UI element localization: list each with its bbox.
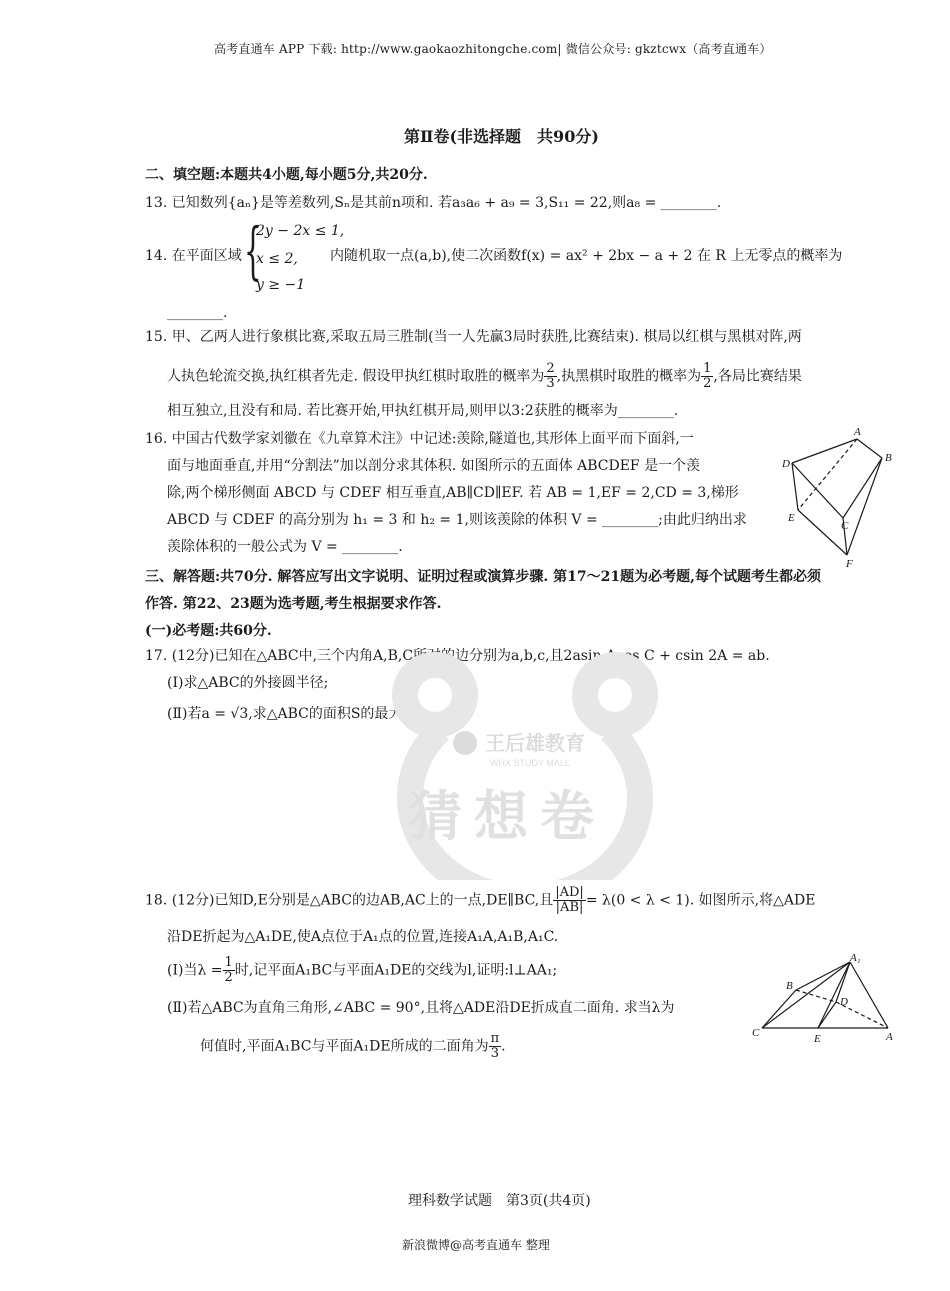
- q18-stem-b: = λ(0 < λ < 1). 如图所示,将△ADE: [585, 892, 816, 909]
- watermark-brand-en: WHX STUDY MALL: [490, 758, 570, 768]
- question-16-line4: ABCD 与 CDEF 的高分别为 h₁ = 3 和 h₂ = 1,则该羡除的体积 V = ________;由此归纳出求: [167, 512, 747, 528]
- fraction-two-thirds: $\frac{2}{3}$: [546, 361, 555, 391]
- question-15-line1: 15. 甲、乙两人进行象棋比赛,采取五局三胜制(当一人先赢3局时获胜,比赛结束). 棋局以红棋与黑棋对阵,两: [145, 329, 802, 345]
- section3-heading-line1: 三、解答题:共70分. 解答应写出文字说明、证明过程或演算步骤. 第17～21题为必考题,每个试题考生都必须: [145, 569, 821, 585]
- region-condition-2: x ≤ 2,: [256, 251, 298, 267]
- page-footer: 理科数学试题 第3页(共4页): [408, 1193, 591, 1209]
- label-F: F: [846, 558, 853, 570]
- panda-icon: [453, 731, 477, 755]
- q18-part1-a: (Ⅰ)当λ =: [167, 962, 223, 979]
- q15-text-c: ,各局比赛结果: [713, 368, 802, 385]
- question-15-line3: 相互独立,且没有和局. 若比赛开始,甲执红棋开局,则甲以3:2获胜的概率为________.: [167, 403, 679, 419]
- q18-part1-b: 时,记平面A₁BC与平面A₁DE的交线为l,证明:l⊥AA₁;: [234, 962, 558, 979]
- label-C: C: [841, 520, 849, 532]
- edge-DE: [792, 463, 798, 510]
- label-A: A: [886, 1031, 893, 1043]
- credit-footer: 新浪微博@高考直通车 整理: [402, 1238, 550, 1252]
- label-B: B: [885, 452, 892, 464]
- fraction-one-half: $\frac{1}{2}$: [703, 361, 712, 391]
- region-brace: {: [244, 214, 262, 287]
- label-C: C: [752, 1027, 760, 1039]
- edge-EF: [798, 510, 847, 555]
- edge-ED: [818, 1002, 836, 1028]
- part-title: 第Ⅱ卷(非选择题 共90分): [404, 127, 599, 146]
- folded-triangle-figure: [748, 950, 898, 1050]
- section2-heading: 二、填空题:本题共4小题,每小题5分,共20分.: [145, 167, 428, 183]
- label-E: E: [788, 512, 795, 524]
- question-18-stem: [145, 886, 815, 915]
- q18-part2-a: 何值时,平面A₁BC与平面A₁DE所成的二面角为: [200, 1038, 489, 1055]
- fraction-lambda-half: $\frac{1}{2}$: [224, 955, 233, 985]
- watermark-stamp: [380, 640, 670, 880]
- label-A: A: [854, 426, 861, 438]
- edge-AB: [857, 439, 882, 458]
- question-17-part1: (Ⅰ)求△ABC的外接圆半径;: [167, 675, 329, 691]
- pentahedron-figure: [770, 425, 900, 570]
- section3-heading-line2: 作答. 第22、23题为选考题,考生根据要求作答.: [145, 596, 442, 612]
- question-13: 13. 已知数列{aₙ}是等差数列,Sₙ是其前n项和. 若a₃a₆ + a₉ = 3,S₁₁ = 22,则a₈ = ________.: [145, 195, 722, 211]
- edge-CB: [762, 990, 796, 1028]
- fraction-AD-AB: $\frac{|AD|}{|AB|}$: [555, 885, 584, 915]
- question-15-line2: [167, 362, 802, 391]
- edge-BC: [843, 458, 882, 518]
- label-E: E: [814, 1033, 821, 1045]
- label-D: D: [840, 996, 848, 1008]
- edge-BD-hidden: [796, 990, 836, 1002]
- edge-DC: [792, 463, 843, 518]
- download-header: 高考直通车 APP 下载: http://www.gaokaozhitongche.com| 微信公众号: gkztcwx（高考直通车）: [214, 42, 772, 56]
- question-16-line2: 面与地面垂直,并用“分割法”加以剖分求其体积. 如图所示的五面体 ABCDEF 是一个羡: [167, 458, 701, 474]
- label-B: B: [786, 980, 793, 992]
- q15-text-a: 人执色轮流交换,执红棋者先走. 假设甲执红棋时取胜的概率为: [167, 368, 545, 385]
- question-14-blank: ________.: [167, 305, 228, 321]
- question-14-number: 14. 在平面区域: [145, 248, 242, 264]
- edge-BF: [847, 458, 882, 555]
- region-condition-1: 2y − 2x ≤ 1,: [256, 223, 345, 239]
- label-A1: A₁: [850, 952, 861, 964]
- q18-stem-a: 18. (12分)已知D,E分别是△ABC的边AB,AC上的一点,DE∥BC,且: [145, 892, 554, 909]
- region-condition-3: y ≥ −1: [256, 277, 306, 293]
- watermark-stamp-text: 猜想卷: [408, 785, 606, 848]
- label-D: D: [782, 458, 790, 470]
- edge-CA1: [762, 962, 850, 1028]
- question-16-line1: 16. 中国古代数学家刘徽在《九章算术注》中记述:羡除,隧道也,其形体上面平而下面斜,一: [145, 431, 694, 447]
- q18-part2-b: .: [501, 1038, 506, 1055]
- question-18-part1: [167, 956, 557, 985]
- edge-A1E: [818, 962, 850, 1028]
- q15-text-b: ,执黑棋时取胜的概率为: [556, 368, 702, 385]
- fraction-pi-third: $\frac{\pi}{3}$: [490, 1031, 500, 1061]
- question-16-line3: 除,两个梯形侧面 ABCD 与 CDEF 相互垂直,AB∥CD∥EF. 若 AB = 1,EF = 2,CD = 3,梯形: [167, 485, 739, 501]
- question-16-line5: 羡除体积的一般公式为 V = ________.: [167, 539, 403, 555]
- question-17-part2: (Ⅱ)若a = √3,求△ABC的面积S的最大值.: [167, 706, 421, 722]
- question-18-line2: 沿DE折起为△A₁DE,使A点位于A₁点的位置,连接A₁A,A₁B,A₁C.: [167, 929, 559, 945]
- required-questions-heading: (一)必考题:共60分.: [145, 623, 272, 639]
- watermark-brand: 王后雄教育: [485, 733, 585, 755]
- question-18-part2-line2: [200, 1032, 506, 1061]
- question-14-text: 内随机取一点(a,b),使二次函数f(x) = ax² + 2bx − a + 2 在 R 上无零点的概率为: [330, 248, 843, 264]
- question-17-stem: 17. (12分)已知在△ABC中,三个内角A,B,C所对的边分别为a,b,c,且2asin Acos C + csin 2A = ab.: [145, 648, 770, 664]
- question-18-part2-line1: (Ⅱ)若△ABC为直角三角形,∠ABC = 90°,且将△ADE沿DE折成直二面角. 求当λ为: [167, 1000, 675, 1016]
